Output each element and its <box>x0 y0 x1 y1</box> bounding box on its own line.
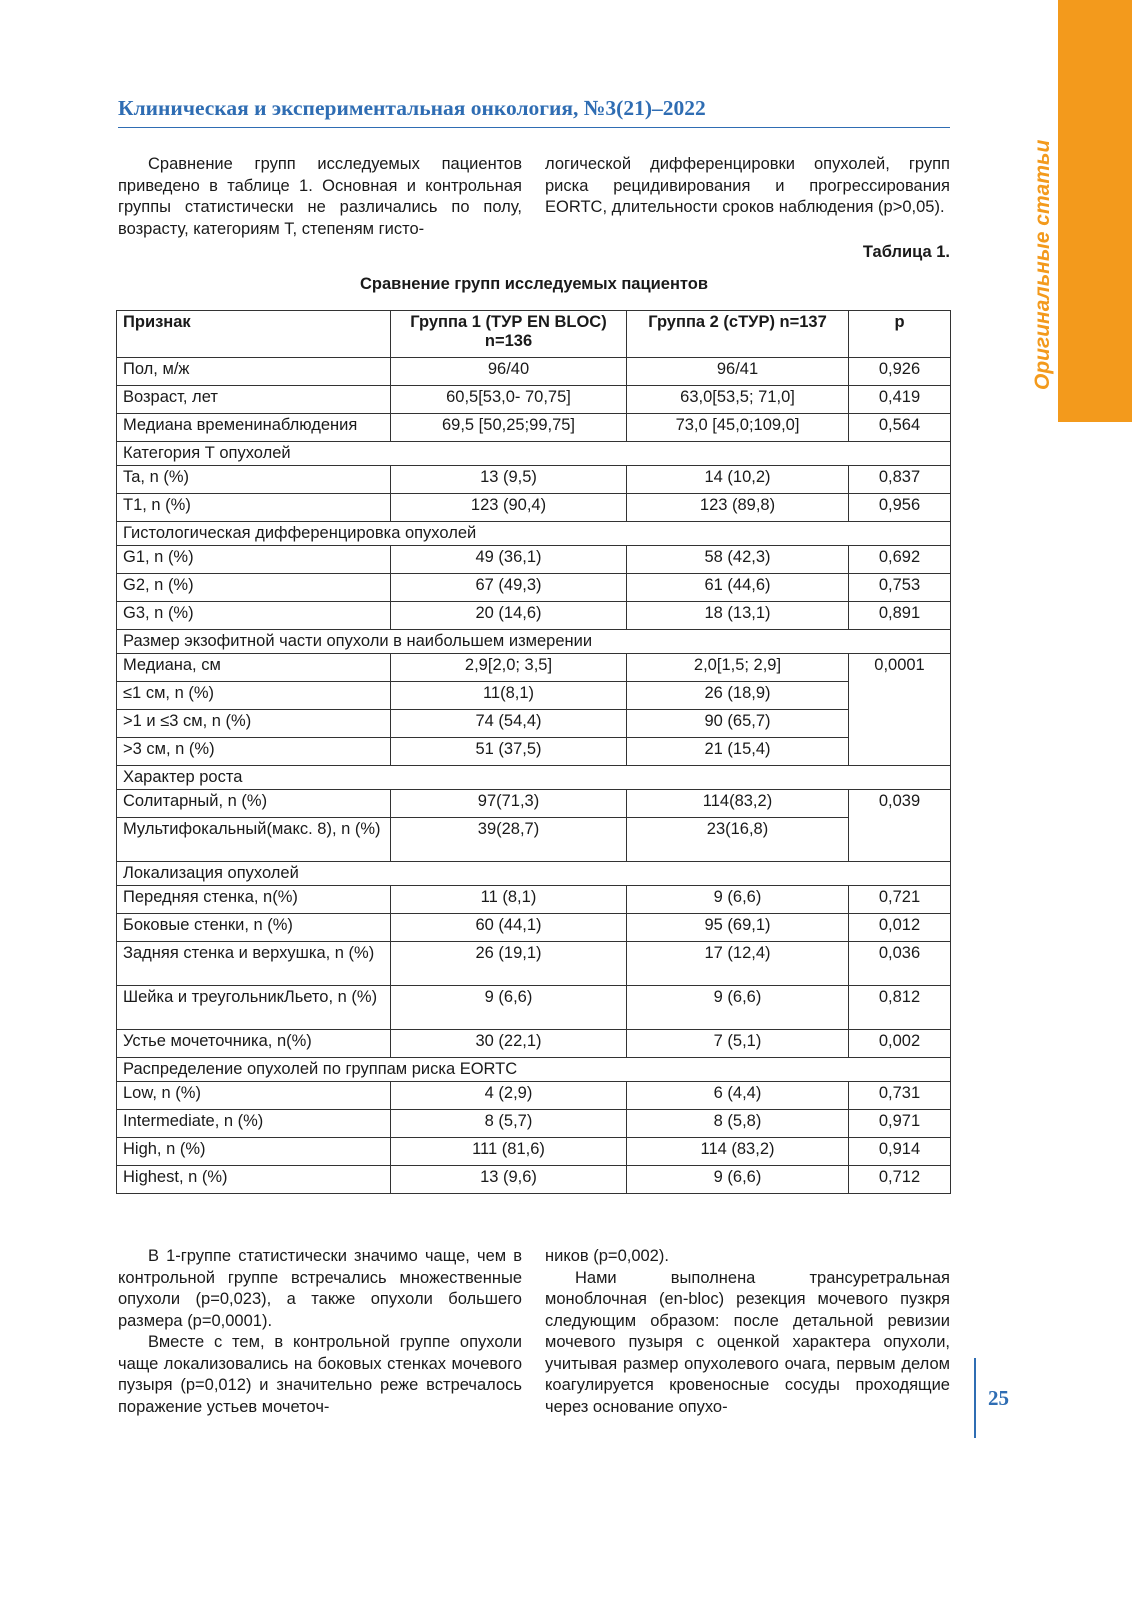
p-value-cell: 0,721 <box>849 886 951 914</box>
journal-title: Клиническая и экспериментальная онкология, №3(21)–2022 <box>118 96 950 128</box>
feature-cell: Low, n (%) <box>117 1082 391 1110</box>
table-row <box>117 738 951 766</box>
table-section-row <box>117 442 951 466</box>
group2-cell: 61 (44,6) <box>627 574 849 602</box>
section-label: Оригинальные статьи <box>1031 139 1054 390</box>
p-value-cell: 0,891 <box>849 602 951 630</box>
feature-cell: Ta, n (%) <box>117 466 391 494</box>
feature-cell: >3 см, n (%) <box>117 738 391 766</box>
table-row <box>117 546 951 574</box>
feature-cell: >1 и ≤3 см, n (%) <box>117 710 391 738</box>
feature-cell: Устье мочеточника, n(%) <box>117 1030 391 1058</box>
comparison-table <box>116 310 951 1194</box>
group2-cell: 17 (12,4) <box>627 942 849 986</box>
intro-left-paragraph: Сравнение групп исследуемых пациентов приведено в таблице 1. Основная и контрольная группы статистически не различались по полу, возрасту, категориям T, степеням гисто- <box>118 155 522 238</box>
p-value-cell: 0,731 <box>849 1082 951 1110</box>
table-row <box>117 574 951 602</box>
feature-cell: Медиана, см <box>117 654 391 682</box>
feature-cell: Передняя стенка, n(%) <box>117 886 391 914</box>
table-row <box>117 414 951 442</box>
intro-right-paragraph: логической дифференцировки опухолей, групп риска рецидивирования и прогрессирования EORTC, длительности сроков наблюдения (p>0,05). <box>545 155 950 216</box>
table-row <box>117 1030 951 1058</box>
group2-cell: 90 (65,7) <box>627 710 849 738</box>
feature-cell: Солитарный, n (%) <box>117 790 391 818</box>
table-row <box>117 1138 951 1166</box>
table-section-row <box>117 1058 951 1082</box>
body-right-column <box>545 1246 950 1418</box>
p-value-cell: 0,039 <box>849 790 951 862</box>
section-heading-cell: Локализация опухолей <box>117 862 951 886</box>
body-paragraph: ников (p=0,002). <box>545 1247 669 1265</box>
group1-cell: 60 (44,1) <box>391 914 627 942</box>
group2-cell: 26 (18,9) <box>627 682 849 710</box>
section-heading-cell: Размер экзофитной части опухоли в наибольшем измерении <box>117 630 951 654</box>
feature-cell: Боковые стенки, n (%) <box>117 914 391 942</box>
group1-cell: 11 (8,1) <box>391 886 627 914</box>
p-value-cell: 0,002 <box>849 1030 951 1058</box>
table-section-row <box>117 630 951 654</box>
group1-cell: 8 (5,7) <box>391 1110 627 1138</box>
table-row <box>117 1166 951 1194</box>
header-group2: Группа 2 (сТУР) n=137 <box>627 311 849 358</box>
table-row <box>117 386 951 414</box>
feature-cell: Шейка и треугольникЛьето, n (%) <box>117 986 391 1030</box>
group1-cell: 74 (54,4) <box>391 710 627 738</box>
feature-cell: G2, n (%) <box>117 574 391 602</box>
p-value-cell: 0,753 <box>849 574 951 602</box>
group2-cell: 123 (89,8) <box>627 494 849 522</box>
group1-cell: 111 (81,6) <box>391 1138 627 1166</box>
feature-cell: Intermediate, n (%) <box>117 1110 391 1138</box>
feature-cell: Медиана временинаблюдения <box>117 414 391 442</box>
body-left-column <box>118 1246 522 1418</box>
group2-cell: 18 (13,1) <box>627 602 849 630</box>
p-value-cell: 0,036 <box>849 942 951 986</box>
group2-cell: 21 (15,4) <box>627 738 849 766</box>
p-value-cell: 0,926 <box>849 358 951 386</box>
table-row <box>117 602 951 630</box>
feature-cell: ≤1 см, n (%) <box>117 682 391 710</box>
feature-cell: Мультифокальный(макс. 8), n (%) <box>117 818 391 862</box>
section-heading-cell: Гистологическая дифференцировка опухолей <box>117 522 951 546</box>
feature-cell: Возраст, лет <box>117 386 391 414</box>
group2-cell: 9 (6,6) <box>627 986 849 1030</box>
group2-cell: 14 (10,2) <box>627 466 849 494</box>
header-feature: Признак <box>117 311 391 358</box>
group2-cell: 95 (69,1) <box>627 914 849 942</box>
table-row <box>117 1082 951 1110</box>
group2-cell: 6 (4,4) <box>627 1082 849 1110</box>
table-row <box>117 466 951 494</box>
group1-cell: 26 (19,1) <box>391 942 627 986</box>
body-paragraph: В 1-группе статистически значимо чаще, чем в контрольной группе встречались множественные опухоли (p=0,023), а также опухоли большего размера (p=0,0001). <box>118 1247 522 1330</box>
group1-cell: 97(71,3) <box>391 790 627 818</box>
group1-cell: 49 (36,1) <box>391 546 627 574</box>
group2-cell: 8 (5,8) <box>627 1110 849 1138</box>
group2-cell: 73,0 [45,0;109,0] <box>627 414 849 442</box>
group2-cell: 2,0[1,5; 2,9] <box>627 654 849 682</box>
p-value-cell: 0,692 <box>849 546 951 574</box>
table-row <box>117 654 951 682</box>
table-row <box>117 790 951 818</box>
group1-cell: 51 (37,5) <box>391 738 627 766</box>
group1-cell: 67 (49,3) <box>391 574 627 602</box>
section-heading-cell: Категория Т опухолей <box>117 442 951 466</box>
group1-cell: 69,5 [50,25;99,75] <box>391 414 627 442</box>
section-heading-cell: Распределение опухолей по группам риска EORTC <box>117 1058 951 1082</box>
table-label: Таблица 1. <box>862 243 950 261</box>
table-row <box>117 1110 951 1138</box>
table-row <box>117 494 951 522</box>
feature-cell: Highest, n (%) <box>117 1166 391 1194</box>
intro-right-column <box>545 154 950 219</box>
feature-cell: Пол, м/ж <box>117 358 391 386</box>
group1-cell: 11(8,1) <box>391 682 627 710</box>
group1-cell: 2,9[2,0; 3,5] <box>391 654 627 682</box>
p-value-cell: 0,971 <box>849 1110 951 1138</box>
group1-cell: 39(28,7) <box>391 818 627 862</box>
group2-cell: 96/41 <box>627 358 849 386</box>
page-number: 25 <box>988 1386 1009 1410</box>
table-row <box>117 682 951 710</box>
feature-cell: T1, n (%) <box>117 494 391 522</box>
p-value-cell: 0,712 <box>849 1166 951 1194</box>
table-row <box>117 710 951 738</box>
page-number-rule <box>974 1358 976 1438</box>
p-value-cell: 0,012 <box>849 914 951 942</box>
p-value-cell: 0,0001 <box>849 654 951 766</box>
feature-cell: G3, n (%) <box>117 602 391 630</box>
header-group1: Группа 1 (ТУР EN BLOC) n=136 <box>391 311 627 358</box>
feature-cell: High, n (%) <box>117 1138 391 1166</box>
header-p: p <box>849 311 951 358</box>
group1-cell: 13 (9,6) <box>391 1166 627 1194</box>
table-row <box>117 942 951 986</box>
table-header-row <box>117 311 951 358</box>
group1-cell: 4 (2,9) <box>391 1082 627 1110</box>
table-row <box>117 358 951 386</box>
p-value-cell: 0,837 <box>849 466 951 494</box>
intro-left-column <box>118 154 522 240</box>
section-heading-cell: Характер роста <box>117 766 951 790</box>
group2-cell: 63,0[53,5; 71,0] <box>627 386 849 414</box>
feature-cell: Задняя стенка и верхушка, n (%) <box>117 942 391 986</box>
table-row <box>117 886 951 914</box>
group1-cell: 13 (9,5) <box>391 466 627 494</box>
p-value-cell: 0,956 <box>849 494 951 522</box>
table-section-row <box>117 522 951 546</box>
body-paragraph: Нами выполнена трансуретральная моноблочная (en-bloc) резекция мочевого пузкря следующим образом: после детальной ревизии мочевого пузыря с оценкой характера опухоли, учитывая размер опухолевого очага, первым делом коагулируется кровеносные сосуды проходящие через основание опухо- <box>545 1268 950 1416</box>
section-tab <box>1058 0 1132 422</box>
table-row <box>117 914 951 942</box>
group2-cell: 114(83,2) <box>627 790 849 818</box>
group1-cell: 123 (90,4) <box>391 494 627 522</box>
p-value-cell: 0,564 <box>849 414 951 442</box>
group2-cell: 7 (5,1) <box>627 1030 849 1058</box>
group2-cell: 9 (6,6) <box>627 1166 849 1194</box>
group1-cell: 60,5[53,0- 70,75] <box>391 386 627 414</box>
p-value-cell: 0,419 <box>849 386 951 414</box>
table-section-row <box>117 862 951 886</box>
feature-cell: G1, n (%) <box>117 546 391 574</box>
p-value-cell: 0,914 <box>849 1138 951 1166</box>
group2-cell: 9 (6,6) <box>627 886 849 914</box>
group2-cell: 23(16,8) <box>627 818 849 862</box>
table-title: Сравнение групп исследуемых пациентов <box>360 275 708 293</box>
table-row <box>117 986 951 1030</box>
table-row <box>117 818 951 862</box>
group1-cell: 20 (14,6) <box>391 602 627 630</box>
body-paragraph: Вместе с тем, в контрольной группе опухоли чаще локализовались на боковых стенках мочевого пузыря (p=0,012) и значительно реже встречалось поражение устьев мочеточ- <box>118 1333 522 1416</box>
group1-cell: 9 (6,6) <box>391 986 627 1030</box>
group2-cell: 58 (42,3) <box>627 546 849 574</box>
group2-cell: 114 (83,2) <box>627 1138 849 1166</box>
group1-cell: 96/40 <box>391 358 627 386</box>
table-section-row <box>117 766 951 790</box>
p-value-cell: 0,812 <box>849 986 951 1030</box>
group1-cell: 30 (22,1) <box>391 1030 627 1058</box>
